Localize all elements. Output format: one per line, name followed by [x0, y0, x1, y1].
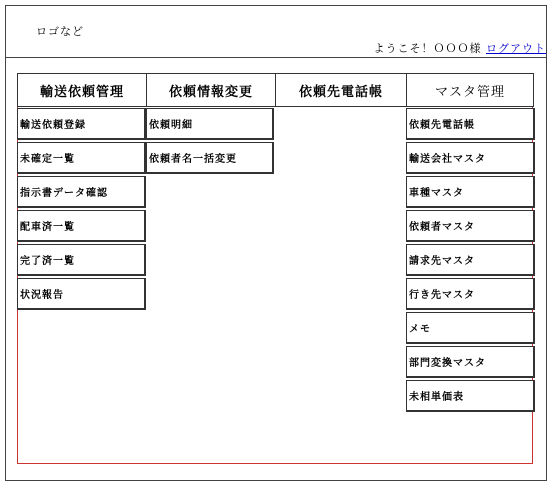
tab-request-info-change[interactable]	[146, 73, 276, 107]
tab-label: マスタ管理	[434, 84, 505, 100]
menu-item-instruction-data[interactable]	[17, 176, 146, 208]
menu-item-memo[interactable]	[406, 312, 535, 344]
menu-item-label: 車種マスタ	[409, 188, 464, 199]
menu-item-label: 輸送依頼登録	[20, 120, 86, 131]
menu-item-unconfirmed-list[interactable]	[17, 142, 146, 174]
menu-item-completed-list[interactable]	[17, 244, 146, 276]
menu-item-label: 行き先マスタ	[409, 290, 475, 301]
welcome-area	[374, 40, 547, 56]
tab-phonebook[interactable]	[275, 73, 407, 107]
logout-link[interactable]: ログアウト	[486, 42, 546, 55]
menu-item-vehicle-type-master[interactable]	[406, 176, 535, 208]
menu-item-billing-master[interactable]	[406, 244, 535, 276]
menu-item-carrier-master[interactable]	[406, 142, 535, 174]
menu-item-master-phonebook[interactable]	[406, 108, 535, 140]
logo-placeholder: ロゴなど	[36, 25, 84, 38]
menu-item-label: 請求先マスタ	[409, 256, 475, 267]
menu-item-label: 依頼者マスタ	[409, 222, 475, 233]
menu-item-status-report[interactable]	[17, 278, 146, 310]
menu-item-department-conversion-master[interactable]	[406, 346, 535, 378]
menu-item-label: 配車済一覧	[20, 222, 75, 233]
menu-item-request-details[interactable]	[146, 108, 274, 140]
tab-master-management[interactable]	[406, 73, 534, 107]
menu-item-label: 依頼者名一括変更	[149, 154, 237, 165]
header-divider	[5, 57, 547, 58]
tab-label: 輸送依頼管理	[39, 84, 124, 100]
menu-item-label: 部門変換マスタ	[409, 358, 486, 369]
menu-item-label: 依頼明細	[149, 120, 193, 131]
menu-item-label: 指示書データ確認	[20, 188, 108, 199]
welcome-message: ようこそ！ＯＯＯ様	[373, 42, 482, 55]
menu-item-unit-price-table[interactable]	[406, 380, 535, 412]
menu-item-label: 未確定一覧	[20, 154, 75, 165]
tab-label: 依頼情報変更	[168, 84, 253, 100]
menu-item-label: 状況報告	[20, 290, 64, 301]
menu-item-label: 未相単価表	[409, 392, 464, 403]
menu-item-requester-master[interactable]	[406, 210, 535, 242]
menu-item-dispatched-list[interactable]	[17, 210, 146, 242]
menu-item-label: 輸送会社マスタ	[409, 154, 486, 165]
menu-item-destination-master[interactable]	[406, 278, 535, 310]
menu-item-label: メモ	[409, 324, 431, 335]
menu-item-transport-register[interactable]	[17, 108, 146, 140]
menu-item-label: 完了済一覧	[20, 256, 75, 267]
tab-label: 依頼先電話帳	[298, 84, 383, 100]
menu-item-label: 依頼先電話帳	[409, 120, 475, 131]
menu-item-requester-bulk-change[interactable]	[146, 142, 274, 174]
tab-transport-request[interactable]	[17, 73, 147, 107]
